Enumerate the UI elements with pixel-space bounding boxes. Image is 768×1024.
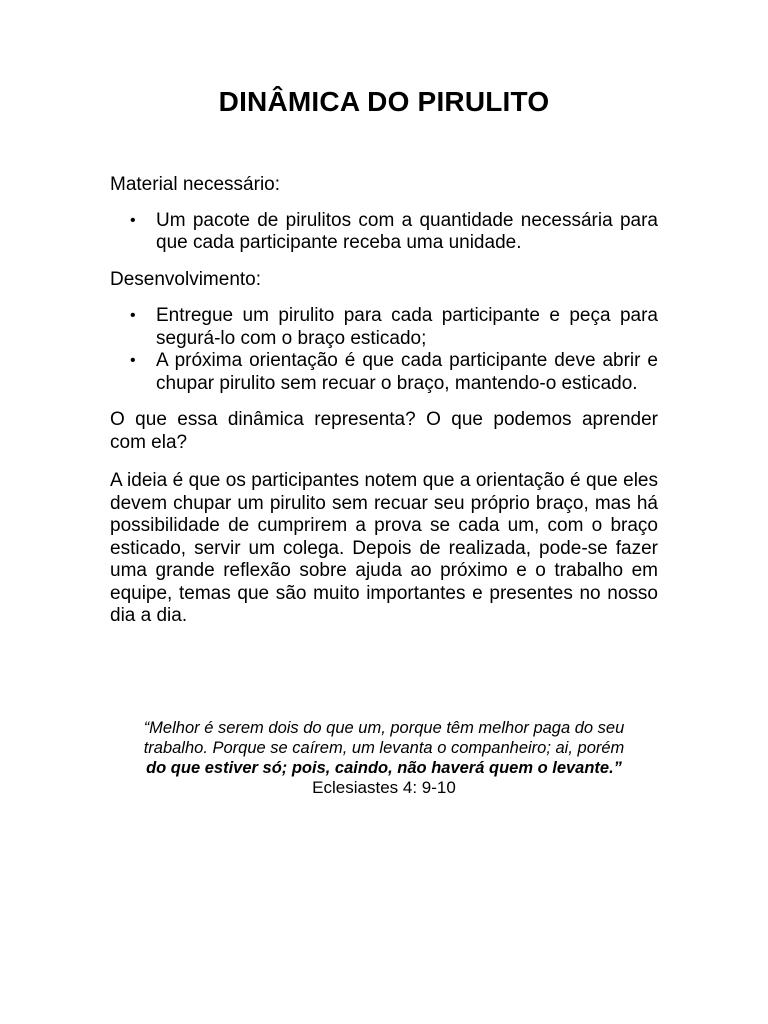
development-label: Desenvolvimento: — [110, 268, 262, 290]
quote-line: “Melhor é serem dois do que um, porque têm melhor paga do seu — [143, 719, 625, 737]
document-title: DINÂMICA DO PIRULITO — [218, 86, 550, 117]
list-item — [110, 305, 658, 350]
bible-quote — [110, 718, 658, 798]
list-item — [110, 210, 658, 255]
bullet-icon: • — [130, 307, 136, 324]
bullet-icon: • — [130, 211, 136, 229]
document-body — [110, 174, 658, 628]
explanation-paragraph: A ideia é que os participantes notem que a orientação é que eles devem chupar um pirulito sem recuar seu próprio braço, mas há possibilidade de cumprirem a prova se cada um, com o braço esticado, servir um colega. Depois de realizada, pode-se fazer uma grande reflexão sobre ajuda ao próximo e o trabalho em equipe, temas que são muito importantes e presentes no nosso dia a dia. — [110, 470, 658, 626]
list-item-text: Um pacote de pirulitos com a quantidade necessária para que cada participante receba uma unidade. — [156, 209, 658, 253]
quote-line: do que estiver só; pois, caindo, não haverá quem o levante.” — [146, 759, 622, 777]
question-paragraph: O que essa dinâmica representa? O que podemos aprender com ela? — [110, 409, 658, 453]
material-list — [110, 210, 658, 255]
list-item-text: A próxima orientação é que cada participante deve abrir e chupar pirulito sem recuar o braço, mantendo-o esticado. — [156, 350, 658, 394]
material-label: Material necessário: — [110, 174, 281, 195]
bullet-icon: • — [130, 352, 136, 369]
quote-source: Eclesiastes 4: 9-10 — [312, 778, 456, 797]
quote-line: trabalho. Porque se caírem, um levanta o companheiro; ai, porém — [143, 739, 625, 757]
list-item — [110, 350, 658, 395]
list-item-text: Entregue um pirulito para cada participante e peça para segurá-lo com o braço esticado; — [156, 305, 658, 349]
development-list — [110, 305, 658, 395]
